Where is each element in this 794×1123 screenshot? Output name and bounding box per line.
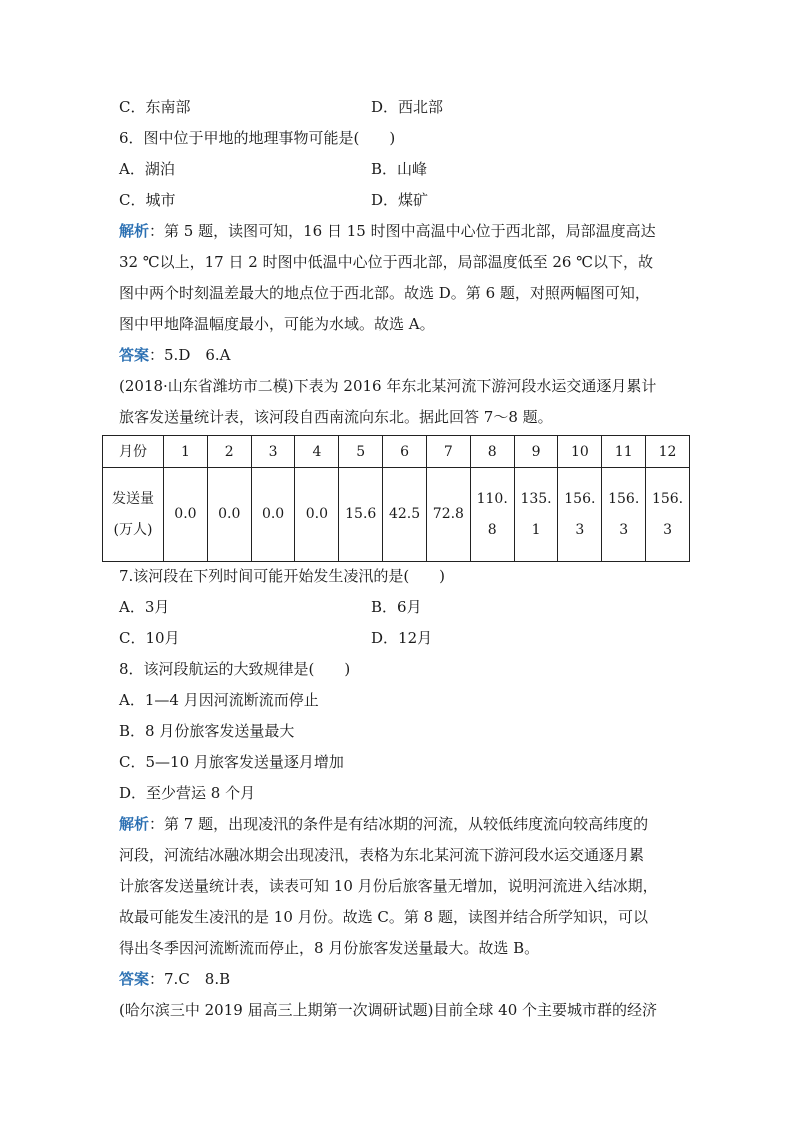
q7-option-a: A．3月 — [119, 598, 170, 616]
answer1-text: ：5.D 6.A — [149, 346, 231, 364]
month-cell: 6 — [383, 436, 427, 468]
q8-option-d: D．至少营运 8 个月 — [119, 784, 256, 802]
analysis1-line-3: 图中两个时刻温差最大的地点位于西北部。故选 D。第 6 题，对照两幅图可知， — [119, 284, 650, 302]
passenger-table — [102, 435, 690, 562]
q5-options-cd — [119, 92, 679, 123]
q5-option-c: C．东南部 — [119, 98, 191, 116]
q6-option-c: C．城市 — [119, 191, 176, 209]
value-text: 156.3 — [564, 490, 596, 538]
value-cell: 42.5 — [383, 468, 427, 562]
row-label-text: 发送量(万人) — [112, 490, 154, 538]
analysis1-line-2: 32 ℃以上，17 日 2 时图中低温中心位于西北部，局部温度低至 26 ℃以下，故 — [119, 253, 653, 271]
document-body — [119, 92, 679, 433]
value-text: 135.1 — [520, 490, 552, 538]
analysis2-line-5: 得出冬季因河流断流而停止，8 月份旅客发送量最大。故选 B。 — [119, 939, 540, 957]
month-cell: 8 — [470, 436, 514, 468]
month-cell: 12 — [646, 436, 690, 468]
value-cell: 72.8 — [426, 468, 470, 562]
q8-stem: 8．该河段航运的大致规律是( ) — [119, 660, 351, 678]
analysis1-label: 解析 — [119, 222, 150, 240]
table-row-label — [103, 468, 164, 562]
value-text: 110.8 — [476, 490, 508, 538]
value-cell: 15.6 — [339, 468, 383, 562]
month-cell: 3 — [251, 436, 295, 468]
month-cell: 9 — [514, 436, 558, 468]
analysis2-text-1: ：第 7 题，出现凌汛的条件是有结冰期的河流，从较低纬度流向较高纬度的 — [149, 815, 649, 833]
analysis1-line-4: 图中甲地降温幅度最小，可能为水域。故选 A。 — [119, 315, 435, 333]
value-cell: 0.0 — [207, 468, 251, 562]
analysis2-line-3: 计旅客发送量统计表，读表可知 10 月份后旅客量无增加，说明河流进入结冰期， — [119, 877, 658, 895]
table-header-label: 月份 — [103, 436, 164, 468]
intro-line-2: 旅客发送量统计表，该河段自西南流向东北。据此回答 7～8 题。 — [119, 408, 553, 426]
intro-line-1: (2018·山东省潍坊市二模)下表为 2016 年东北某河流下游河段水运交通逐月累计 — [119, 377, 657, 395]
value-cell — [514, 468, 558, 562]
answer2-text: ：7.C 8.B — [149, 970, 231, 988]
analysis1-line-1 — [119, 216, 679, 247]
answer1-label: 答案 — [119, 346, 150, 364]
answer1 — [119, 340, 679, 371]
q6-option-b: B．山峰 — [371, 160, 428, 178]
document-body-lower — [119, 561, 679, 1026]
month-cell: 5 — [339, 436, 383, 468]
q6-stem: 6．图中位于甲地的地理事物可能是( ) — [119, 129, 396, 147]
value-text: 156.3 — [651, 490, 684, 538]
analysis2-label: 解析 — [119, 815, 150, 833]
value-cell — [558, 468, 602, 562]
q8-option-b: B．8 月份旅客发送量最大 — [119, 722, 295, 740]
month-cell: 11 — [602, 436, 646, 468]
q7-option-d: D．12月 — [371, 629, 433, 647]
value-cell — [602, 468, 646, 562]
table-header-row — [103, 436, 690, 468]
q7-stem: 7.该河段在下列时间可能开始发生凌汛的是( ) — [119, 567, 446, 585]
answer2-label: 答案 — [119, 970, 150, 988]
q6-options-ab — [119, 154, 679, 185]
q5-option-d: D．西北部 — [371, 98, 444, 116]
analysis2-line-2: 河段，河流结冰融冰期会出现凌汛，表格为东北某河流下游河段水运交通逐月累 — [119, 846, 645, 864]
table-value-row — [103, 468, 690, 562]
month-cell: 4 — [295, 436, 339, 468]
month-cell: 10 — [558, 436, 602, 468]
value-cell: 0.0 — [251, 468, 295, 562]
q7-option-c: C．10月 — [119, 629, 180, 647]
q8-option-a: A．1—4 月因河流断流而停止 — [119, 691, 319, 709]
value-cell: 0.0 — [164, 468, 208, 562]
month-cell: 1 — [164, 436, 208, 468]
analysis2-line-4: 故最可能发生凌汛的是 10 月份。故选 C。第 8 题，读图并结合所学知识，可以 — [119, 908, 648, 926]
outro-line: (哈尔滨三中 2019 届高三上期第一次调研试题)目前全球 40 个主要城市群的经济 — [119, 1001, 658, 1019]
value-cell — [470, 468, 514, 562]
value-cell: 0.0 — [295, 468, 339, 562]
q7-options-ab — [119, 592, 679, 623]
month-cell: 7 — [426, 436, 470, 468]
q7-options-cd — [119, 623, 679, 654]
month-cell: 2 — [207, 436, 251, 468]
answer2 — [119, 964, 679, 995]
analysis1-text-1: ：第 5 题，读图可知，16 日 15 时图中高温中心位于西北部，局部温度高达 — [149, 222, 656, 240]
value-cell — [646, 468, 690, 562]
q6-option-a: A．湖泊 — [119, 160, 175, 178]
q6-option-d: D．煤矿 — [371, 191, 429, 209]
value-text: 156.3 — [608, 490, 640, 538]
q6-options-cd — [119, 185, 679, 216]
analysis2-line-1 — [119, 809, 679, 840]
q8-option-c: C．5—10 月旅客发送量逐月增加 — [119, 753, 344, 771]
q7-option-b: B．6月 — [371, 598, 422, 616]
